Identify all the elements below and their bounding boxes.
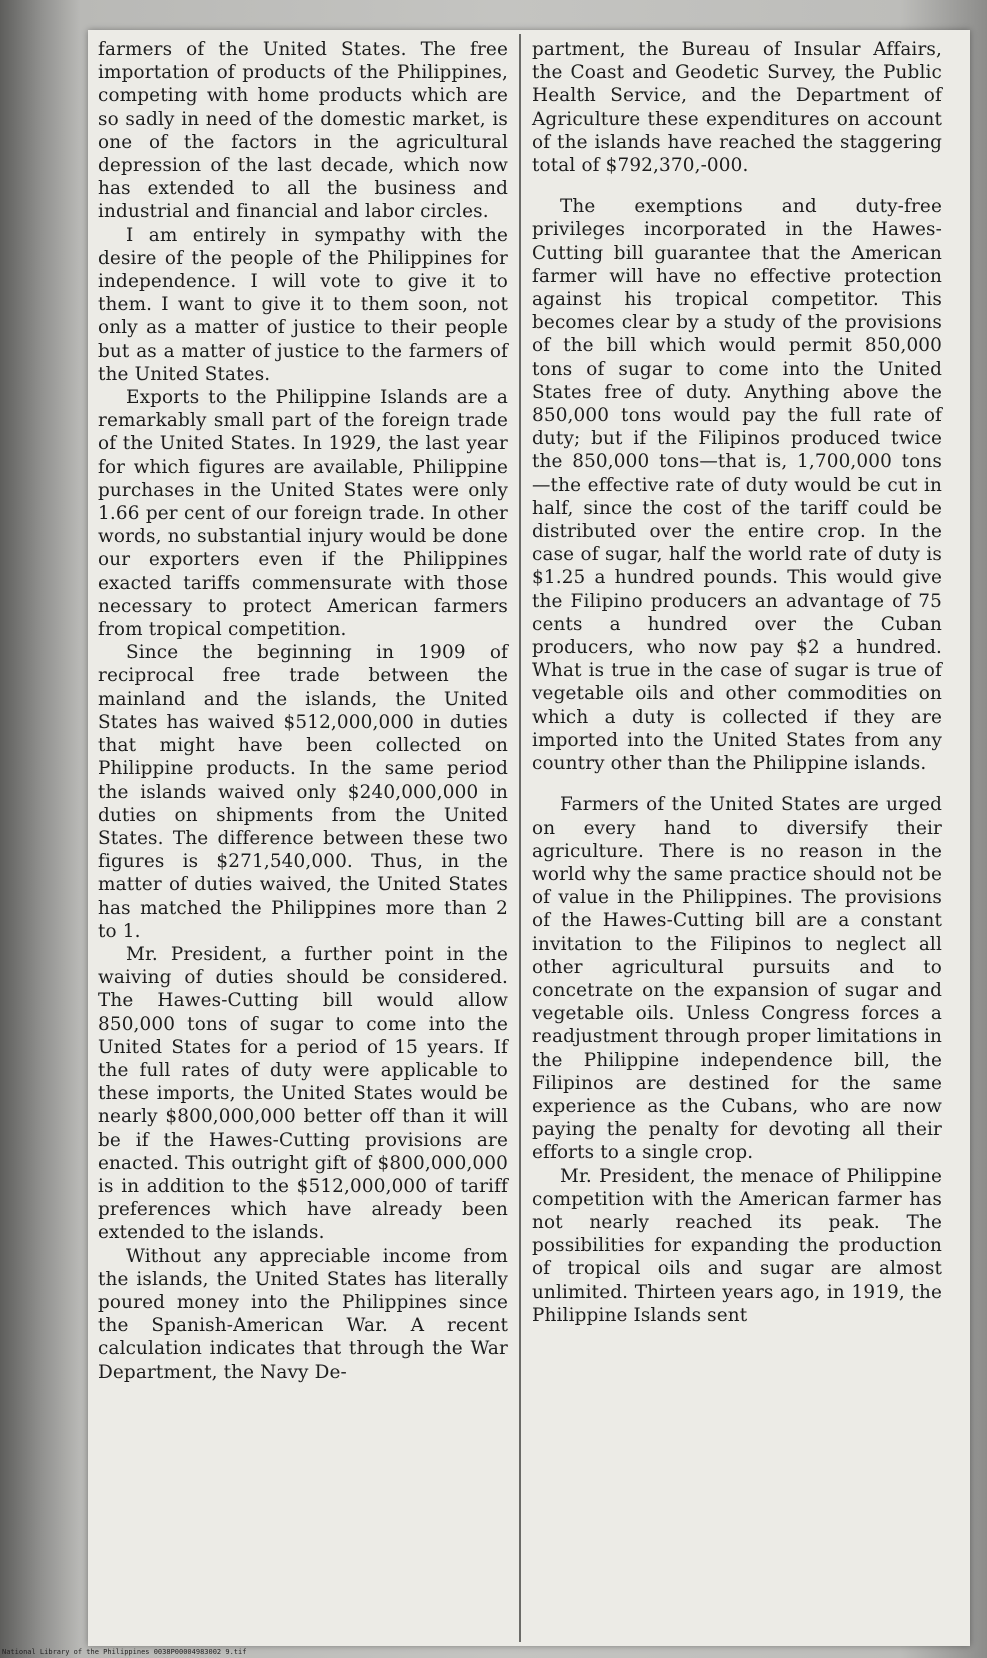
newspaper-clipping [88,30,970,1646]
paragraph: Without any appreciable income from the islands, the United States has literally poured money into the Philippines since the Spanish-American War. A recent calculation indicates that through the War Department, the Navy De- [98,1245,508,1383]
paragraph: Mr. President, the menace of Philippine competition with the American farmer has not nearly reached its peak. The possibilities for expanding the production of tropical oils and sugar are almost unlimited. Thirteen years ago, in 1919, the Philippine Islands sent [532,1165,942,1326]
paragraph: I am entirely in sympathy with the desire of the people of the Philippines for independence. I will vote to give it to them. I want to give it to them soon, not only as a matter of justice to their people but as a matter of justice to the farmers of the United States. [98,224,508,385]
left-column [98,38,508,1384]
column-divider [519,34,521,1642]
paragraph: partment, the Bureau of Insular Affairs, the Coast and Geodetic Survey, the Public Health Service, and the Department of Agriculture these expenditures on account of the islands have reached the staggering total of $792,370,-000. [532,39,942,177]
paragraph: Exports to the Philippine Islands are a remarkably small part of the foreign trade of the United States. In 1929, the last year for which figures are available, Philippine purchases in the United States were only 1.66 per cent of our foreign trade. In other words, no substantial injury would be done our exporters even if the Philippines exacted tariffs commensurate with those necessary to protect American farmers from tropical competition. [98,387,508,641]
paragraph: Mr. President, a further point in the waiving of duties should be considered. The Hawes-Cutting bill would allow 850,000 tons of sugar to come into the United States for a period of 15 years. If the full rates of duty were applicable to these imports, the United States would be nearly $800,000,000 better off than it will be if the Hawes-Cutting provisions are enacted. This outright gift of $800,000,000 is in addition to the $512,000,000 of tariff preferences which have already been extended to the islands. [98,943,508,1244]
scan-footer-label: National Library of the Philippines 0038P00004983002 9.tif [2,1648,247,1656]
paragraph: farmers of the United States. The free importation of products of the Philippines, competing with home products which are so sadly in need of the domestic market, is one of the factors in the agricultural depression of the last decade, which now has extended to all the business and industrial and financial and labor circles. [98,39,508,223]
paragraph: Since the beginning in 1909 of reciprocal free trade between the mainland and the islands, the United States has waived $512,000,000 in duties that might have been collected on Philippine products. In the same period the islands waived only $240,000,000 in duties on shipments from the United States. The difference between these two figures is $271,540,000. Thus, in the matter of duties waived, the United States has matched the Philippines more than 2 to 1. [98,642,508,942]
paragraph: The exemptions and duty-free privileges incorporated in the Hawes-Cutting bill guarantee that the American farmer will have no effective protection against his tropical competitor. This becomes clear by a study of the provisions of the bill which would permit 850,000 tons of sugar to come into the United States free of duty. Anything above the 850,000 tons would pay the full rate of duty; but if the Filipinos produced twice the 850,000 tons—that is, 1,700,000 tons—the effective rate of duty would be cut in half, since the cost of the tariff could be distributed over the entire crop. In the case of sugar, half the world rate of duty is $1.25 a hundred pounds. This would give the Filipino producers an advantage of 75 cents a hundred over the Cuban producers, who now pay $2 a hundred. What is true in the case of sugar is true of vegetable oils and other commodities on which a duty is collected if they are imported into the United States from any country other than the Philippine islands. [532,196,942,775]
right-column [532,38,942,1327]
paragraph: Farmers of the United States are urged on every hand to diversify their agriculture. There is no reason in the world why the same practice should not be of value in the Philippines. The provisions of the Hawes-Cutting bill are a constant invitation to the Filipinos to neglect all other agricultural pursuits and to concetrate on the expansion of sugar and vegetable oils. Unless Congress forces a readjustment through proper limitations in the Philippine independence bill, the Filipinos are destined for the same experience as the Cubans, who are now paying the penalty for devoting all their efforts to a single crop. [532,794,942,1164]
